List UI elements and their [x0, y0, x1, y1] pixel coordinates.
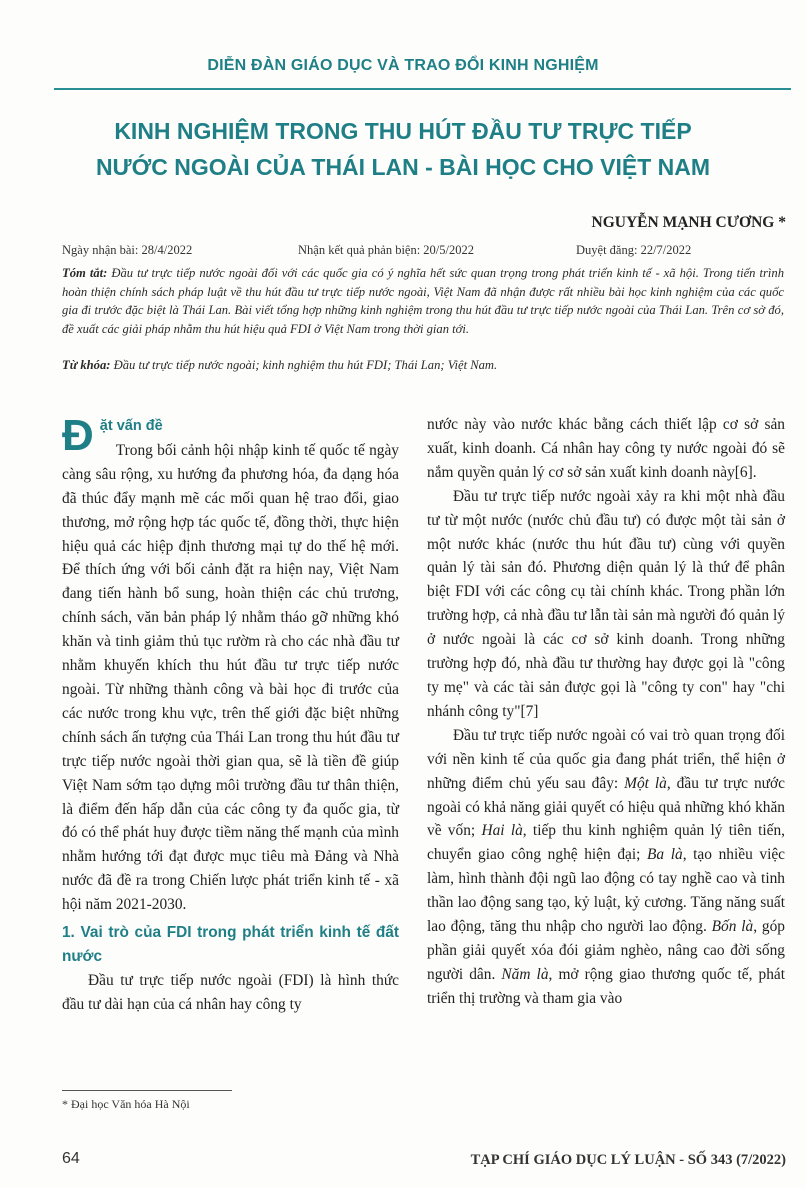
- title-line-1: KINH NGHIỆM TRONG THU HÚT ĐẦU TƯ TRỰC TIẾP: [114, 118, 692, 144]
- keywords-label: Từ khóa:: [62, 358, 111, 372]
- p2-hai: Hai là: [481, 822, 523, 840]
- p2-bon: Bốn là: [711, 918, 754, 936]
- right-paragraph-0: nước này vào nước khác bằng cách thiết lập cơ sở sản xuất, kinh doanh. Cá nhân hay công ty nước ngoài đó sẽ nắm quyền quản lý cơ sở sản xuất kinh doanh này[6].: [427, 416, 785, 481]
- header-divider: [54, 88, 791, 90]
- intro-paragraph: Trong bối cảnh hội nhập kinh tế quốc tế ngày càng sâu rộng, xu hướng đa phương hóa, đa dạng hóa đã thúc đẩy mạnh mẽ các mối quan hệ trao đổi, giao thương, mở rộng hợp tác quốc tế, đồng thời, thực hiện hiệu quả các hiệp định thương mại tự do thế hệ mới. Để thích ứng với bối cảnh đặt ra hiện nay, Việt Nam đang tiến hành bổ sung, hoàn thiện các chủ trương, chính sách, văn bản pháp lý nhằm tháo gỡ những khó khăn và tinh giảm thủ tục rườm rà cho các nhà đầu tư nhằm khuyến khích thu hút đầu tư trực tiếp nước ngoài. Từ những thành công và bài học đi trước của các nước trong khu vực, trên thế giới đặc biệt những chính sách ấn tượng của Thái Lan trong thu hút đầu tư trực tiếp nước ngoài thời gian qua, sẽ là tiền đề giúp Việt Nam sớm tạo dựng môi trường đầu tư thân thiện, là điểm đến hấp dẫn của các công ty đa quốc gia, từ đó có thể phát huy được tiềm năng thế mạnh của mình nhằm hướng tới đạt được mục tiêu mà Đảng và Nhà nước đã đề ra trong Chiến lược phát triển kinh tế - xã hội năm 2021-2030.: [62, 441, 399, 914]
- p2-e: , góp phần giải quyết xóa đói giảm nghèo, nâng cao đời sống người dân.: [427, 918, 785, 983]
- article-title: [0, 113, 806, 185]
- title-line-2: NƯỚC NGOÀI CỦA THÁI LAN - BÀI HỌC CHO VIỆT NAM: [95, 154, 711, 180]
- p2-f: , mở rộng giao thương quốc tế, phát triển thị trường và tham gia vào: [427, 965, 785, 1007]
- journal-footer: TẠP CHÍ GIÁO DỤC LÝ LUẬN - SỐ 343 (7/2022): [470, 1152, 786, 1168]
- date-received: Ngày nhận bài: 28/4/2022: [62, 243, 193, 257]
- left-column: [62, 411, 399, 1017]
- footnote-divider: [62, 1090, 232, 1091]
- p2-nam: Năm là: [501, 965, 549, 983]
- right-paragraph-2: [427, 724, 785, 1011]
- abstract-text: Đầu tư trực tiếp nước ngoài đối với các quốc gia có ý nghĩa hết sức quan trọng trong phát triển kinh tế - xã hội. Trong tiến trình hoàn thiện chính sách pháp luật về thu hút đầu tư trực tiếp nước ngoài, Việt Nam đã nhận được rất nhiều bài học kinh nghiệm của các quốc gia đi trước đặc biệt là Thái Lan. Bài viết tổng hợp những kinh nghiệm trong thu hút đầu tư trực tiếp nước ngoài của Thái Lan. Trên cơ sở đó, đề xuất các giải pháp nhằm thu hút hiệu quả FDI ở Việt Nam trong thời gian tới.: [62, 266, 784, 336]
- keywords: [62, 358, 784, 373]
- intro-heading: [62, 411, 399, 460]
- section-1-paragraph: Đầu tư trực tiếp nước ngoài (FDI) là hình thức đầu tư dài hạn của cá nhân hay công ty: [62, 971, 399, 1013]
- right-column: [427, 413, 785, 1011]
- intro-heading-text: ặt vấn đề: [99, 418, 163, 434]
- section-1-heading: 1. Vai trò của FDI trong phát triển kinh tế đất nước: [62, 924, 399, 965]
- right-paragraph-1: Đầu tư trực tiếp nước ngoài xảy ra khi một nhà đầu tư từ một nước (nước chủ đầu tư) có được một tài sản ở một nước khác (nước thu hút đầu tư) cùng với quyền quản lý tài sản đó. Phương diện quản lý là thứ để phân biệt FDI với các công cụ tài chính khác. Trong phần lớn trường hợp, cả nhà đầu tư lẫn tài sản mà người đó quản lý ở nước ngoài là các cơ sở kinh doanh. Trong những trường hợp đó, nhà đầu tư thường hay được gọi là "công ty mẹ" và các tài sản được gọi là "công ty con" hay "chi nhánh công ty"[7]: [427, 487, 785, 720]
- footnote: * Đại học Văn hóa Hà Nội: [62, 1097, 190, 1111]
- p2-ba: Ba là: [647, 846, 683, 864]
- page-number: 64: [62, 1150, 80, 1167]
- keywords-text: Đầu tư trực tiếp nước ngoài; kinh nghiệm thu hút FDI; Thái Lan; Việt Nam.: [113, 358, 498, 372]
- p2-b: , đầu tư trực nước ngoài có khả năng giải quyết có hiệu quả những khó khăn về vốn;: [427, 774, 785, 840]
- drop-cap: Đ: [62, 411, 94, 460]
- date-approved: Duyệt đăng: 22/7/2022: [576, 243, 692, 257]
- p2-d: , tạo nhiều việc làm, hình thành đội ngũ lao động có tay nghề cao và tinh thần lao động sang tạo, kỷ luật, kỷ cương. Tăng năng suất lao động, tăng thu nhập cho người lao động.: [427, 846, 786, 936]
- p2-mot: Một là: [624, 774, 667, 792]
- author-name: NGUYỄN MẠNH CƯƠNG *: [591, 214, 786, 231]
- running-header: DIỄN ĐÀN GIÁO DỤC VÀ TRAO ĐỔI KINH NGHIỆM: [207, 57, 599, 74]
- abstract-label: Tóm tắt:: [62, 266, 108, 280]
- abstract: [62, 264, 784, 338]
- date-reviewed: Nhận kết quả phản biện: 20/5/2022: [298, 243, 475, 257]
- p2-a: Đầu tư trực tiếp nước ngoài có vai trò quan trọng đối với nền kinh tế của quốc gia đang phát triển, thể hiện ở những điểm chủ yếu sau đây:: [427, 726, 785, 792]
- p2-c: , tiếp thu kinh nghiệm quản lý tiên tiến, chuyển giao công nghệ hiện đại;: [427, 822, 786, 864]
